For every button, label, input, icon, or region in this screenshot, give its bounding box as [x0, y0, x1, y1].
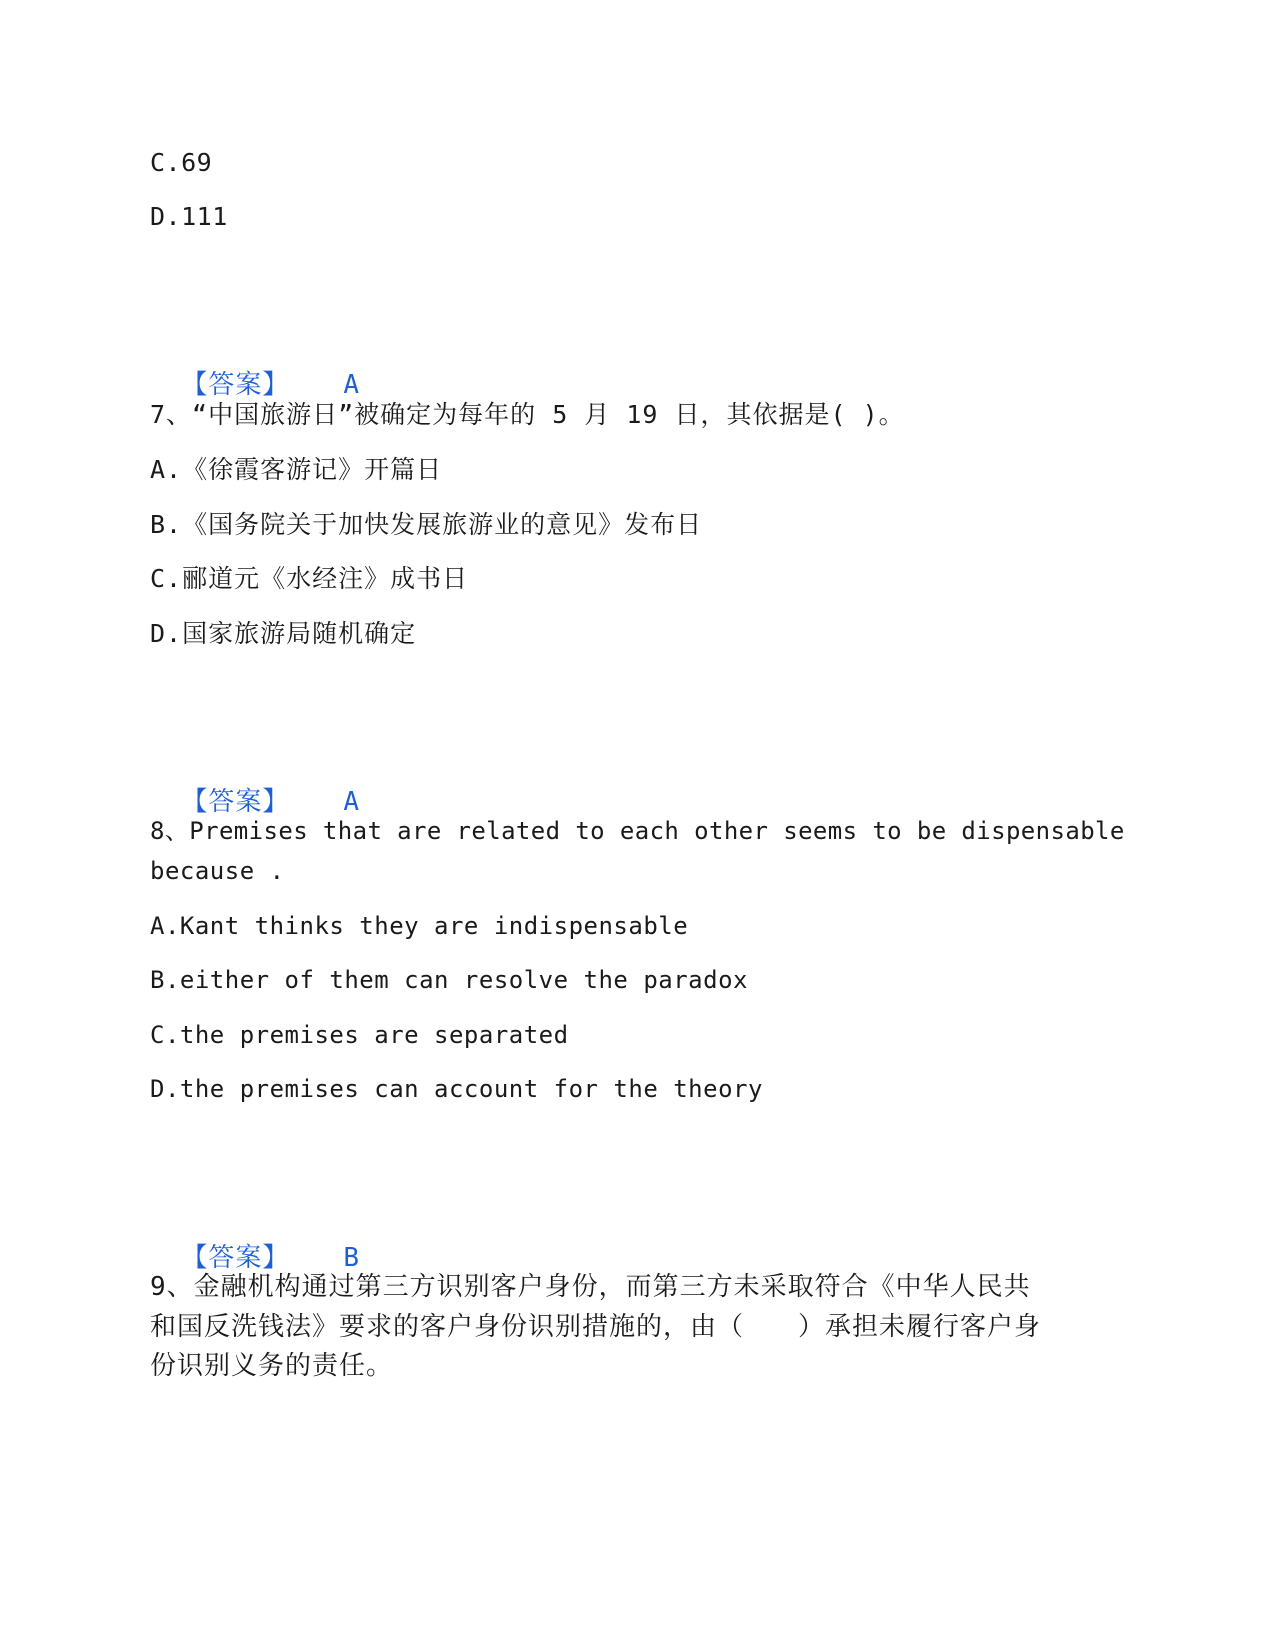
q9-question-line1: 9、金融机构通过第三方识别客户身份，而第三方未采取符合《中华人民共	[150, 1272, 1031, 1302]
q6-option-d: D.111	[150, 202, 228, 231]
q8-answer	[150, 1219, 359, 1271]
q8-option-c: C.the premises are separated	[150, 1021, 569, 1049]
answer-value: B	[343, 1243, 359, 1273]
q7-option-b: B.《国务院关于加快发展旅游业的意见》发布日	[150, 510, 703, 539]
q7-option-d: D.国家旅游局随机确定	[150, 619, 417, 648]
q8-question-line1: 8、Premises that are related to each other seems to be dispensable	[150, 817, 1125, 845]
q7-question: 7、“中国旅游日”被确定为每年的 5 月 19 日，其依据是( )。	[150, 400, 905, 429]
q8-option-a: A.Kant thinks they are indispensable	[150, 912, 689, 940]
answer-label: 【答案】	[181, 787, 290, 817]
q7-option-a: A.《徐霞客游记》开篇日	[150, 455, 443, 484]
q6-option-c: C.69	[150, 148, 213, 177]
q8-option-d: D.the premises can account for the theory	[150, 1075, 763, 1103]
answer-value: A	[343, 787, 359, 817]
q8-question-line2: because .	[150, 857, 285, 885]
answer-label: 【答案】	[181, 370, 290, 400]
q9-question-line3: 份识别义务的责任。	[150, 1351, 394, 1381]
answer-value: A	[343, 370, 359, 400]
answer-label: 【答案】	[181, 1243, 290, 1273]
q7-answer	[150, 763, 359, 815]
q8-option-b: B.either of them can resolve the paradox	[150, 966, 748, 994]
q7-option-c: C.郦道元《水经注》成书日	[150, 564, 469, 593]
q6-answer	[150, 346, 359, 398]
q9-question-line2: 和国反洗钱法》要求的客户身份识别措施的，由（ ）承担未履行客户身	[150, 1312, 1042, 1342]
